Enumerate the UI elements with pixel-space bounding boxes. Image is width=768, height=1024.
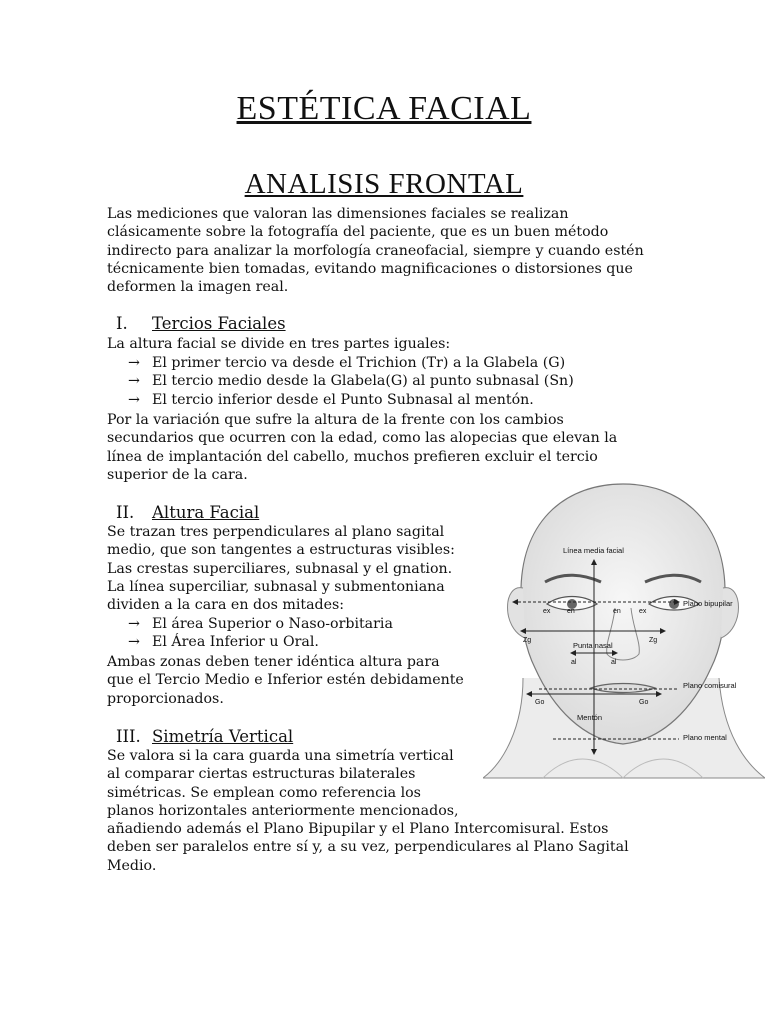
list-item: → El tercio inferior desde el Punto Subnasal al mentón. — [128, 391, 534, 408]
paragraph-line: La línea superciliar, subnasal y submentoniana — [107, 578, 445, 595]
section-heading-simetria — [116, 727, 293, 746]
arrow-icon: → — [128, 373, 140, 390]
paragraph-line: medio, que son tangentes a estructuras visibles: — [107, 542, 455, 559]
left-ear — [508, 588, 526, 638]
ex-left-label: ex — [543, 608, 551, 615]
mental-label: Plano mental — [683, 733, 727, 742]
zg-right-label: Zg — [649, 637, 658, 644]
document-title: ESTÉTICA FACIAL — [236, 90, 532, 127]
paragraph-line: al comparar ciertas estructuras bilaterales — [107, 766, 416, 783]
menton-label: Mentón — [577, 713, 603, 722]
intro-line: Las mediciones que valoran las dimensiones faciales se realizan — [107, 206, 569, 222]
go-right-label: Go — [639, 699, 649, 706]
section-heading-tercios — [116, 314, 286, 333]
paragraph-line: superior de la cara. — [107, 466, 248, 483]
intro-line: indirecto para analizar la morfología craneofacial, siempre y cuando estén — [107, 242, 644, 259]
paragraph-line: añadiendo además el Plano Bipupilar y el Plano Intercomisural. Estos — [107, 821, 609, 838]
intro-line: técnicamente bien tomadas, evitando magnificaciones o distorsiones que — [107, 260, 633, 277]
mouth — [591, 684, 655, 693]
right-ear — [721, 588, 739, 638]
section-number: III. — [116, 727, 141, 746]
list-item: → El primer tercio va desde el Trichion (Tr) a la Glabela (G) — [128, 355, 566, 371]
intro-line: deformen la imagen real. — [107, 279, 289, 296]
paragraph-line: Ambas zonas deben tener idéntica altura para — [107, 654, 440, 670]
altura-lead-paragraph — [107, 523, 455, 614]
al-right-label: al — [611, 659, 617, 666]
section-title: Tercios Faciales — [152, 314, 286, 333]
paragraph-line: deben ser paralelos entre sí y, a su vez, perpendiculares al Plano Sagital — [107, 839, 629, 856]
en-right-label: en — [613, 608, 621, 615]
intro-line: clásicamente sobre la fotografía del paciente, que es un buen método — [107, 224, 609, 241]
facial-analysis-figure — [483, 478, 765, 783]
section-lead: La altura facial se divide en tres partes iguales: — [107, 336, 451, 352]
paragraph-line: proporcionados. — [107, 690, 224, 707]
altura-bullet-list — [128, 615, 393, 652]
altura-after-paragraph — [107, 653, 464, 708]
section-number: I. — [116, 314, 128, 333]
ex-right-label: ex — [639, 608, 647, 615]
paragraph-line: secundarios que ocurren con la edad, como las alopecias que elevan la — [107, 430, 618, 447]
paragraph-line: Las crestas superciliares, subnasal y el gnation. — [107, 560, 453, 577]
paragraph-line: dividen a la cara en dos mitades: — [107, 597, 345, 614]
section-number: II. — [116, 503, 135, 522]
paragraph-line: Se trazan tres perpendiculares al plano sagital — [107, 524, 445, 540]
document-subtitle: ANALISIS FRONTAL — [244, 168, 524, 200]
comisural-label: Plano comisural — [683, 681, 737, 690]
tercios-bullet-list — [128, 354, 574, 409]
midline-label: Línea media facial — [563, 546, 624, 555]
paragraph-line: Se valora si la cara guarda una simetría vertical — [107, 748, 454, 764]
list-item: → El tercio medio desde la Glabela(G) al punto subnasal (Sn) — [128, 373, 574, 390]
tercios-after-paragraph — [107, 411, 617, 484]
go-left-label: Go — [535, 699, 545, 706]
section-heading-altura — [116, 503, 259, 522]
arrow-icon: → — [128, 634, 140, 651]
section-title: Altura Facial — [152, 503, 260, 522]
paragraph-line: que el Tercio Medio e Inferior estén debidamente — [107, 672, 464, 689]
paragraph-line: Medio. — [107, 857, 157, 874]
en-left-label: en — [567, 608, 575, 615]
paragraph-line: Por la variación que sufre la altura de la frente con los cambios — [107, 412, 564, 428]
arrow-icon: → — [128, 355, 140, 371]
list-item: → El Área Inferior u Oral. — [128, 634, 319, 651]
list-item: → El área Superior o Naso-orbitaria — [128, 616, 393, 632]
al-left-label: al — [571, 659, 577, 666]
intro-paragraph — [107, 205, 644, 296]
arrow-icon: → — [128, 391, 140, 408]
paragraph-line: línea de implantación del cabello, muchos prefieren excluir el tercio — [107, 448, 598, 465]
bipupilar-label: Plano bipupilar — [683, 599, 733, 608]
arrow-icon: → — [128, 616, 140, 632]
paragraph-line: planos horizontales anteriormente mencionados, — [107, 802, 459, 819]
punta-nasal-label: Punta nasal — [573, 641, 613, 650]
zg-left-label: Zg — [523, 637, 532, 644]
paragraph-line: simétricas. Se emplean como referencia los — [107, 784, 421, 801]
section-title: Simetría Vertical — [152, 727, 294, 746]
